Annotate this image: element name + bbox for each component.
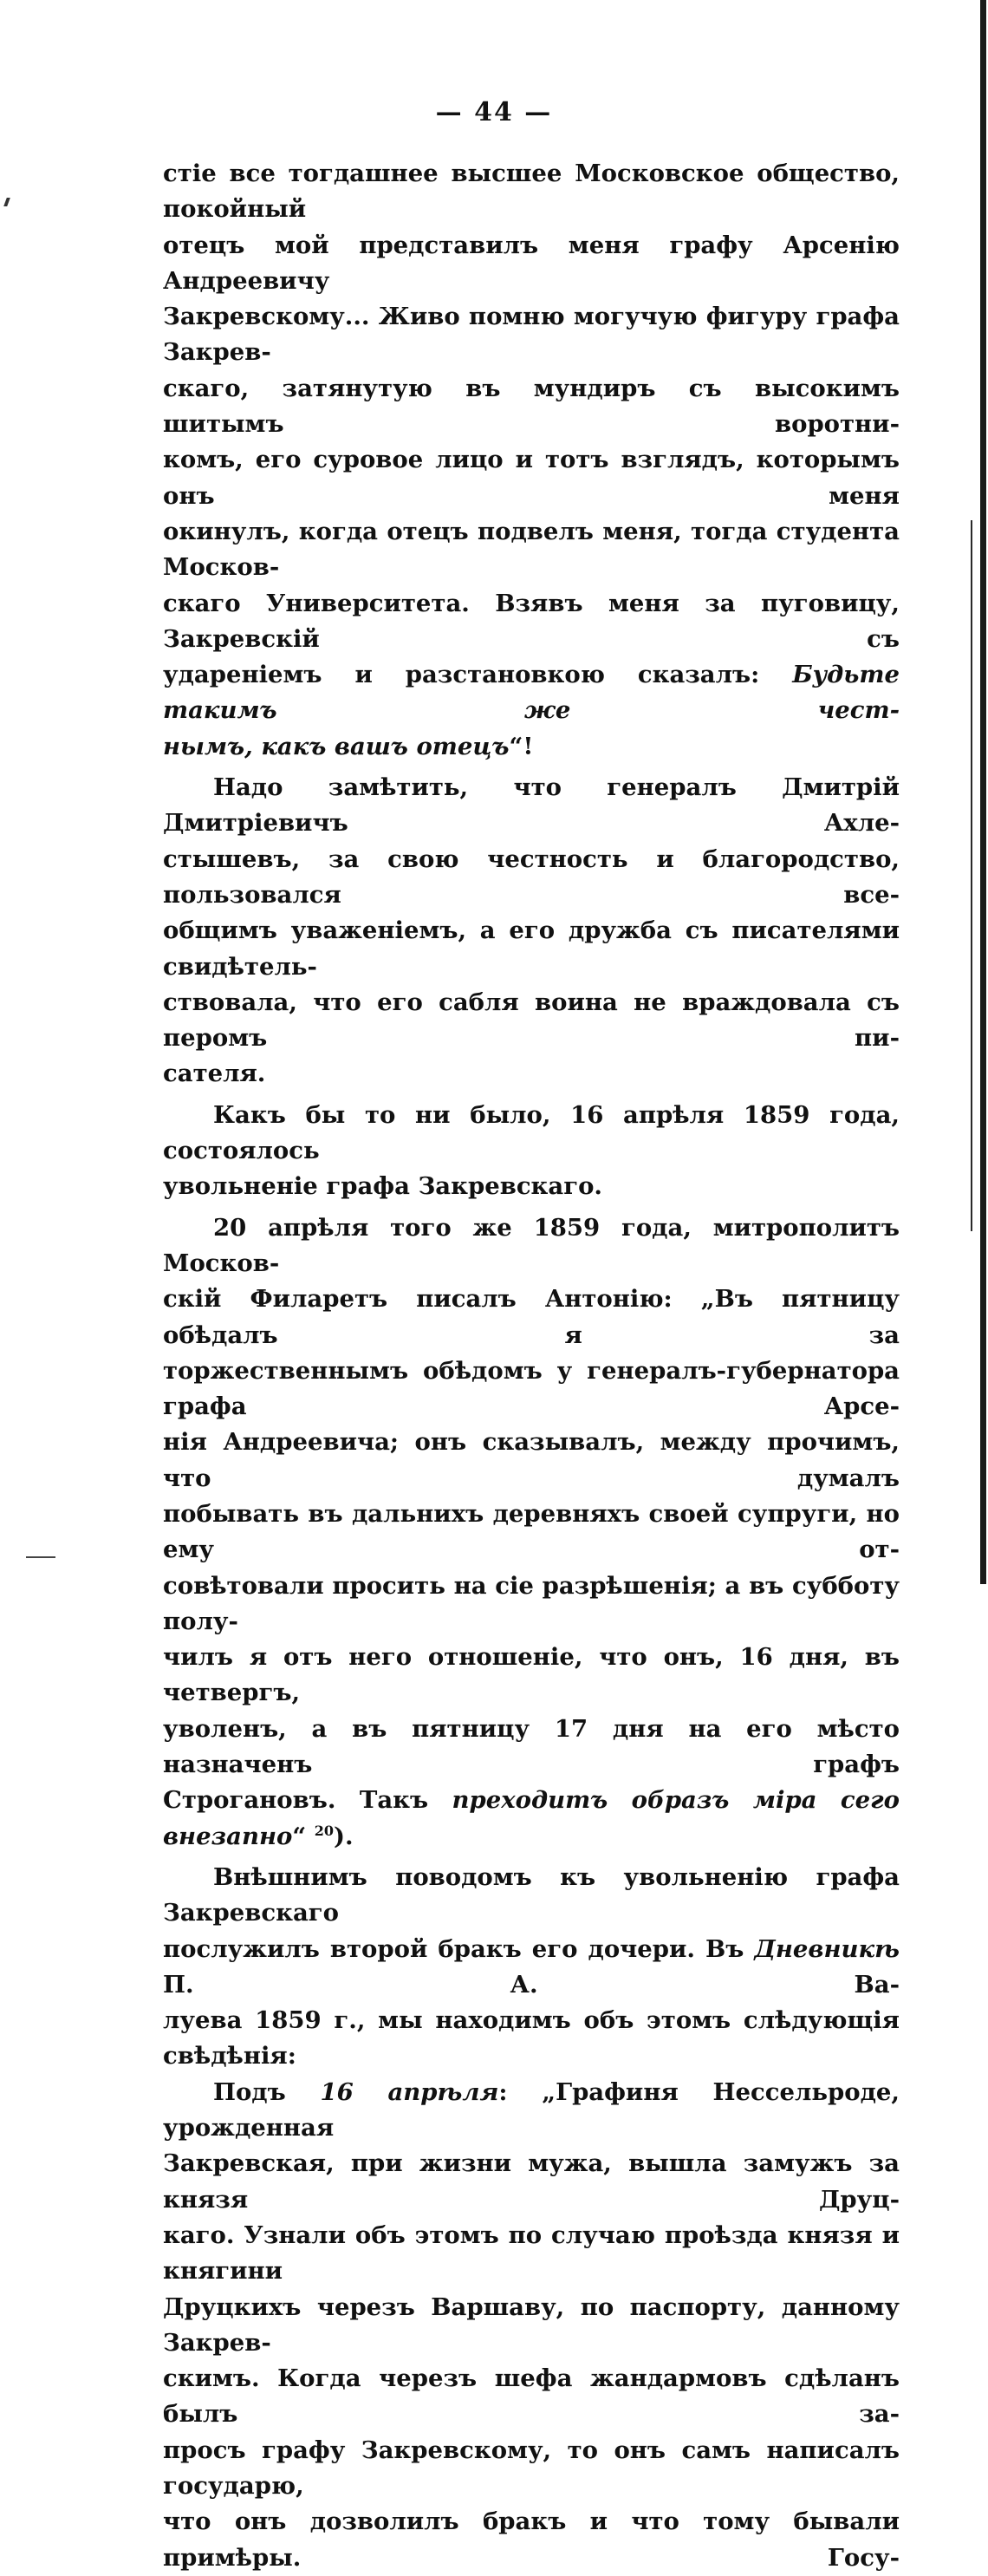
text-line: отецъ мой представилъ меня графу Арсенію Андреевичу	[163, 231, 900, 295]
text-line	[163, 2075, 900, 2147]
text-line: Надо замѣтить, что генералъ Дмитрій Дмитріевичъ Ахле-	[163, 773, 900, 838]
text-run: П. А. Ва-	[163, 1970, 900, 1999]
text-run: “!	[509, 732, 534, 760]
text-run: удареніемъ и разстановкою сказалъ:	[163, 661, 793, 689]
text-line: что онъ дозволилъ бракъ и что тому бывали примѣры. Госу-	[163, 2508, 900, 2572]
italic-date: 16 апрѣля	[320, 2077, 499, 2106]
text-run: ).	[334, 1822, 354, 1850]
italic-quote: Будьте такимъ же чест-	[163, 661, 900, 725]
page-number: — 44 —	[435, 97, 553, 127]
text-line: Закревская, при жизни мужа, вышла замужъ за князя Друц-	[163, 2149, 900, 2214]
paragraph-1	[163, 156, 900, 765]
paragraph-4	[163, 1210, 900, 1855]
text-line: побывать въ дальнихъ деревняхъ своей супруги, но ему от-	[163, 1499, 900, 1564]
text-line: уволенъ, а въ пятницу 17 дня на его мѣсто назначенъ графъ	[163, 1714, 900, 1779]
text-run: “	[292, 1822, 315, 1850]
paragraph-6	[163, 2075, 900, 2576]
text-line: Друцкихъ черезъ Варшаву, по паспорту, данному Закрев-	[163, 2292, 900, 2357]
text-line: каго. Узнали объ этомъ по случаю проѣзда князя и княгини	[163, 2221, 900, 2286]
text-line: чилъ я отъ него отношеніе, что онъ, 16 дня, въ четвергъ,	[163, 1643, 900, 1707]
text-line: скаго, затянутую въ мундиръ съ высокимъ шитымъ воротни-	[163, 374, 900, 439]
paragraph-5	[163, 1860, 900, 2075]
text-line: скій Филаретъ писалъ Антонію: „Въ пятницу обѣдалъ я за	[163, 1285, 900, 1349]
text-line: сателя.	[163, 1060, 266, 1088]
paragraph-3	[163, 1098, 900, 1205]
text-line: ствовала, что его сабля воина не враждовала съ перомъ пи-	[163, 988, 900, 1053]
text-line: 20 апрѣля того же 1859 года, митрополитъ Москов-	[163, 1213, 900, 1277]
text-line: Какъ бы то ни было, 16 апрѣля 1859 года, состоялось	[163, 1100, 900, 1165]
text-line: нія Андреевича; онъ сказывалъ, между прочимъ, что думалъ	[163, 1428, 900, 1492]
italic-quote: преходитъ образъ міра сего внезапно	[163, 1786, 900, 1850]
italic-title: Дневникѣ	[754, 1934, 900, 1963]
footnote-ref: 20	[314, 1822, 335, 1839]
text-line: увольненіе графа Закревскаго.	[163, 1172, 603, 1201]
text-run: Подъ	[213, 2077, 321, 2106]
text-line: общимъ уваженіемъ, а его дружба съ писателями свидѣтель-	[163, 916, 900, 981]
text-line: скимъ. Когда черезъ шефа жандармовъ сдѣланъ былъ за-	[163, 2364, 900, 2429]
paragraph-2	[163, 770, 900, 1092]
scan-speck	[3, 198, 10, 206]
body-text	[163, 156, 900, 2576]
text-line: луева 1859 г., мы находимъ объ этомъ слѣдующія свѣдѣнія:	[163, 2006, 900, 2071]
text-run: послужилъ второй бракъ его дочери. Въ	[163, 1934, 755, 1963]
text-line: Закревскому... Живо помню могучую фигуру графа Закрев-	[163, 303, 900, 367]
italic-quote: нымъ, какъ вашъ отецъ	[163, 732, 510, 760]
page-edge-shadow	[980, 0, 986, 1584]
text-run: Строгановъ. Такъ	[163, 1786, 452, 1815]
text-line	[163, 1783, 900, 1855]
text-line: торжественнымъ обѣдомъ у генералъ-губернатора графа Арсе-	[163, 1356, 900, 1421]
page-edge-inner-line	[971, 520, 972, 1231]
text-line: скаго Университета. Взявъ меня за пуговицу, Закревскій съ	[163, 589, 900, 653]
text-line: Внѣшнимъ поводомъ къ увольненію графа Закревскаго	[163, 1862, 900, 1927]
text-line: комъ, его суровое лицо и тотъ взглядъ, которымъ онъ меня	[163, 446, 900, 510]
text-run: : „Графиня Нессельроде, урожденная	[163, 2077, 900, 2142]
scan-corner-mark	[26, 1556, 55, 1558]
text-line: окинулъ, когда отецъ подвелъ меня, тогда студента Москов-	[163, 517, 900, 582]
text-line: совѣтовали просить на сіе разрѣшенія; а въ субботу полу-	[163, 1571, 900, 1635]
text-line	[163, 1932, 900, 2004]
text-line: стышевъ, за свою честность и благородство, пользовался все-	[163, 845, 900, 909]
text-line	[163, 657, 900, 729]
text-line: просъ графу Закревскому, то онъ самъ написалъ государю,	[163, 2436, 900, 2500]
text-line: стіе все тогдашнее высшее Московское общество, покойный	[163, 160, 900, 224]
text-line	[163, 729, 900, 765]
